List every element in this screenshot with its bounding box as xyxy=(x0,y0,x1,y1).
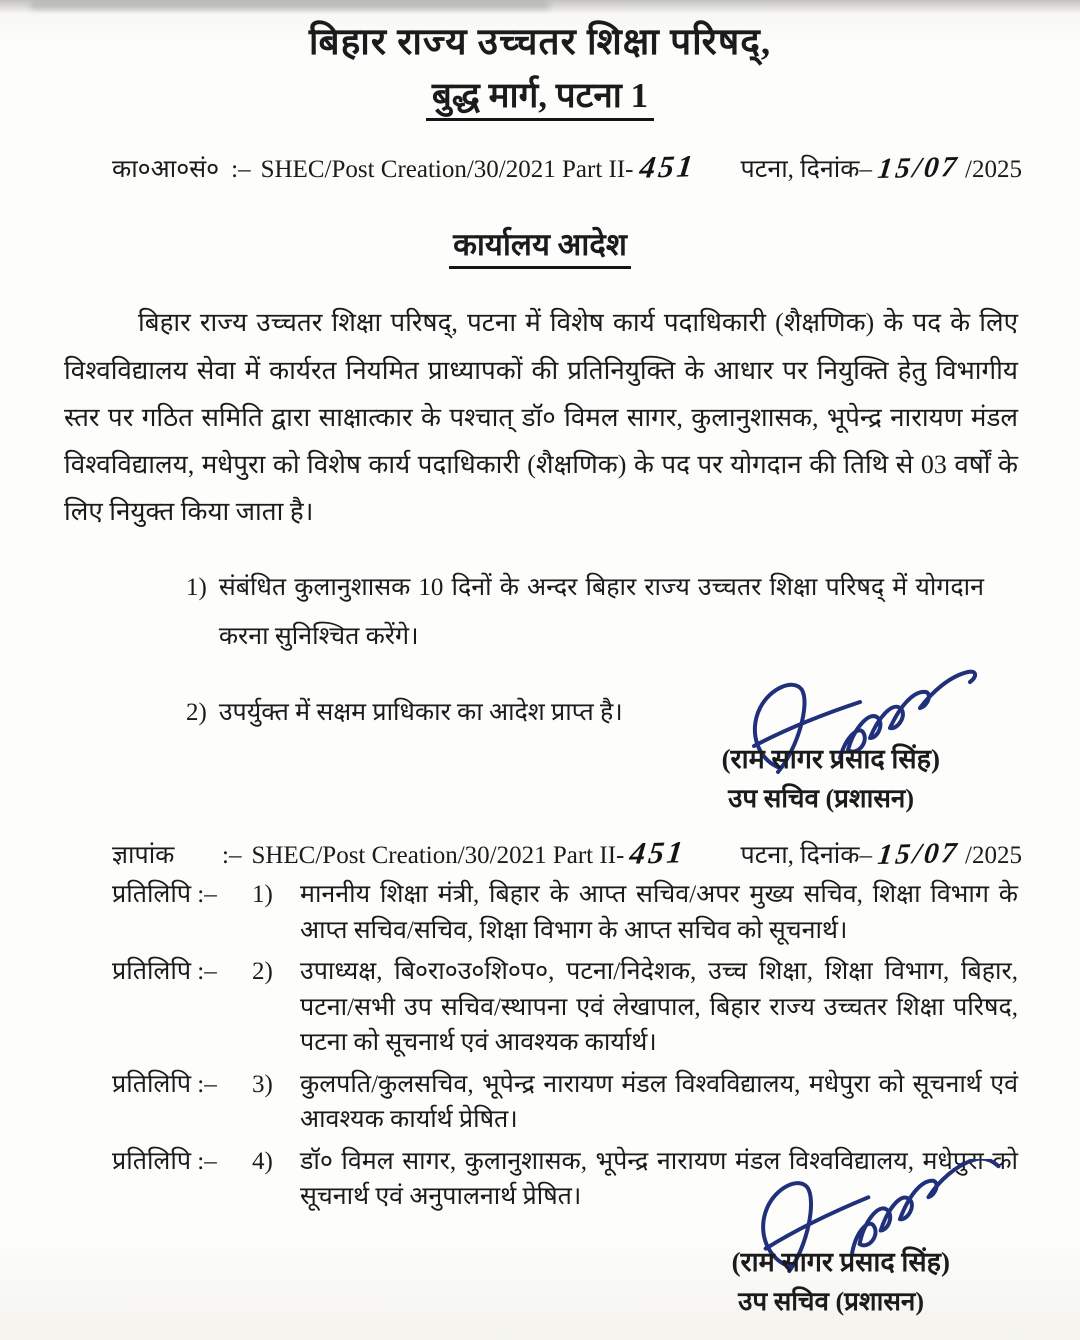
copy-text: माननीय शिक्षा मंत्री, बिहार के आप्त सचिव/अपर मुख्य सचिव, शिक्षा विभाग के आप्त सचिव/सचिव, शिक्षा विभाग के आप्त सचिव को सूचनार्थ। xyxy=(300,881,1018,944)
signature-block-top xyxy=(0,742,1080,815)
memo-number-printed: SHEC/Post Creation/30/2021 Part II- xyxy=(251,842,625,870)
order-heading-text: कार्यालय आदेश xyxy=(449,227,631,269)
reference-label: का०आ०सं० xyxy=(112,156,220,184)
copy-item xyxy=(112,877,1018,948)
memo-line xyxy=(112,835,1022,871)
memo-date-handwritten: 15/07 xyxy=(876,837,962,872)
signature-block-bottom xyxy=(0,1245,1080,1318)
copy-label: प्रतिलिपि :– xyxy=(112,1070,217,1098)
copy-number: 3) xyxy=(252,1070,273,1098)
date-year-printed: /2025 xyxy=(965,156,1022,184)
order-point xyxy=(186,689,984,738)
copy-number: 1) xyxy=(252,881,273,909)
order-heading xyxy=(0,223,1080,265)
copy-label: प्रतिलिपि :– xyxy=(112,958,217,986)
place-date-prefix: पटना, दिनांक– xyxy=(740,156,872,184)
signatory-designation: उप सचिव (प्रशासन) xyxy=(738,1286,924,1316)
copy-text: उपाध्यक्ष, बि०रा०उ०शि०प०, पटना/निदेशक, उच्च शिक्षा, शिक्षा विभाग, बिहार, पटना/सभी उप सचिव/स्थापना एवं लेखापाल, बिहार राज्य उच्चतर शिक्षा परिषद, पटना को सूचनार्थ एवं आवश्यक कार्यार्थ। xyxy=(300,958,1018,1057)
copy-item xyxy=(112,1144,1018,1215)
copy-text: कुलपति/कुलसचिव, भूपेन्द्र नारायण मंडल विश्वविद्यालय, मधेपुरा को सूचनार्थ एवं आवश्यक कार्यार्थ प्रेषित। xyxy=(300,1070,1018,1134)
org-name: बिहार राज्य उच्चतर शिक्षा परिषद्, xyxy=(308,22,772,63)
memo-label: ज्ञापांक xyxy=(112,842,175,870)
signatory-name: (राम सागर प्रसाद सिंह) xyxy=(721,744,940,774)
signatory-designation: उप सचिव (प्रशासन) xyxy=(728,784,914,814)
memo-place-date-prefix: पटना, दिनांक– xyxy=(740,842,872,870)
copy-number: 2) xyxy=(252,958,273,986)
copy-item xyxy=(112,1067,1018,1138)
reference-number-handwritten: 451 xyxy=(637,148,698,185)
point-text: उपर्युक्त में सक्षम प्राधिकार का आदेश प्राप्त है। xyxy=(218,699,623,727)
date-handwritten: 15/07 xyxy=(876,151,962,186)
org-address-text: बुद्ध मार्ग, पटना 1 xyxy=(426,76,654,121)
point-number: 1) xyxy=(186,573,207,601)
letterhead xyxy=(0,0,1080,119)
copy-text: डॉ० विमल सागर, कुलानुशासक, भूपेन्द्र नारायण मंडल विश्वविद्यालय, मधेपुरा को सूचनार्थ एवं अनुपालनार्थ प्रेषित। xyxy=(300,1147,1018,1211)
reference-separator: :– xyxy=(231,156,251,184)
memo-number-handwritten: 451 xyxy=(628,834,689,871)
order-body-paragraph: बिहार राज्य उच्चतर शिक्षा परिषद्, पटना में विशेष कार्य पदाधिकारी (शैक्षणिक) के पद के लिए विश्वविद्यालय सेवा में कार्यरत नियमित प्राध्यापकों की प्रतिनियुक्ति के आधार पर नियुक्ति हेतु विभागीय स्तर पर गठित समिति द्वारा साक्षात्कार के पश्चात् डॉ० विमल सागर, कुलानुशासक, भूपेन्द्र नारायण मंडल विश्वविद्यालय, मधेपुरा को विशेष कार्य पदाधिकारी (शैक्षणिक) के पद पर योगदान की तिथि से 03 वर्षों के लिए नियुक्त किया जाता है। xyxy=(64,308,1018,527)
copy-label: प्रतिलिपि :– xyxy=(112,1147,217,1175)
memo-date-year-printed: /2025 xyxy=(965,842,1022,870)
reference-number-printed: SHEC/Post Creation/30/2021 Part II- xyxy=(260,156,634,184)
point-text: संबंधित कुलानुशासक 10 दिनों के अन्दर बिहार राज्य उच्चतर शिक्षा परिषद् में योगदान करना सुनिश्चित करेंगे। xyxy=(218,573,984,650)
org-address xyxy=(0,72,1080,119)
copy-distribution-list xyxy=(112,877,1018,1215)
copy-number: 4) xyxy=(252,1147,273,1175)
order-points xyxy=(0,564,1080,738)
reference-line xyxy=(112,149,1022,185)
signatory-name: (राम सागर प्रसाद सिंह) xyxy=(731,1246,950,1277)
order-point xyxy=(186,564,984,662)
copy-item xyxy=(112,954,1018,1061)
copy-label: प्रतिलिपि :– xyxy=(112,881,217,909)
point-number: 2) xyxy=(186,699,207,727)
memo-separator: :– xyxy=(222,842,242,870)
